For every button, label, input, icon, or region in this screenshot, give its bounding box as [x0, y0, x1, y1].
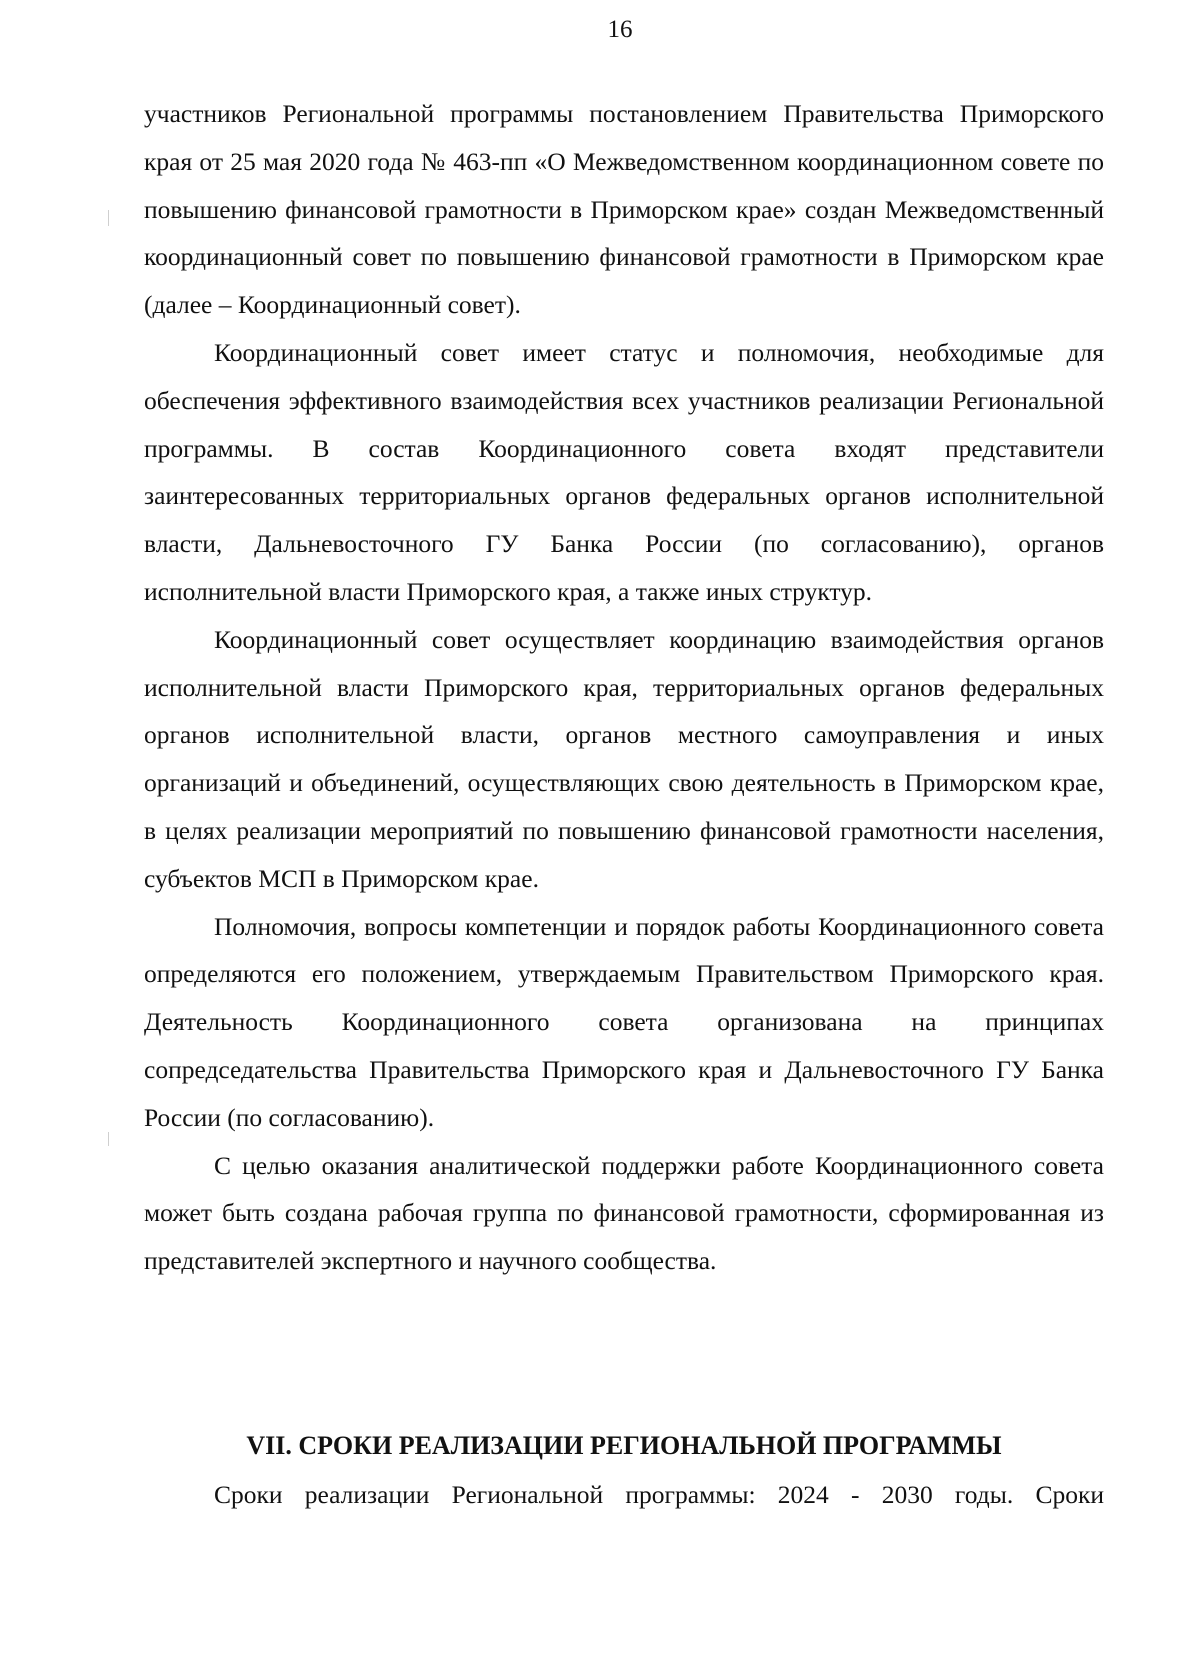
scan-artifact-mark [108, 210, 109, 226]
scan-artifact-mark [108, 1132, 109, 1146]
section-heading: VII. СРОКИ РЕАЛИЗАЦИИ РЕГИОНАЛЬНОЙ ПРОГРАММЫ [246, 1431, 1002, 1460]
paragraph-continuation: участников Региональной программы постановлением Правительства Приморского края от 25 мая 2020 года № 463-пп «О Межведомственном координационном совете по повышению финансовой грамотности в Приморском крае» создан Межведомственный координационный совет по повышению финансовой грамотности в Приморском крае (далее – Координационный совет). [144, 99, 1104, 320]
paragraph-council-status: Координационный совет имеет статус и полномочия, необходимые для обеспечения эффективного взаимодействия всех участников реализации Региональной программы. В состав Координационного совета входят представители заинтересованных территориальных органов федеральных органов исполнительной власти, Дальневосточного ГУ Банка России (по согласованию), органов исполнительной власти Приморского края, а также иных структур. [144, 337, 1104, 606]
page-number: 16 [607, 16, 633, 43]
paragraph-council-coordination: Координационный совет осуществляет координацию взаимодействия органов исполнительной власти Приморского края, территориальных органов федеральных органов исполнительной власти, органов местного самоуправления и иных организаций и объединений, осуществляющих свою деятельность в Приморском крае, в целях реализации мероприятий по повышению финансовой грамотности населения, субъектов МСП в Приморском крае. [144, 624, 1104, 893]
document-body [144, 90, 1104, 1285]
paragraph-working-group: С целью оказания аналитической поддержки работе Координационного совета может быть создана рабочая группа по финансовой грамотности, сформированная из представителей экспертного и научного сообщества. [144, 1150, 1104, 1276]
paragraph-council-powers: Полномочия, вопросы компетенции и порядок работы Координационного совета определяются его положением, утверждаемым Правительством Приморского края. Деятельность Координационного совета организована на принципах сопредседательства Правительства Приморского края и Дальневосточного ГУ Банка России (по согласованию). [144, 911, 1104, 1132]
section-first-line: Сроки реализации Региональной программы: 2024 - 2030 годы. Сроки [214, 1480, 1104, 1509]
